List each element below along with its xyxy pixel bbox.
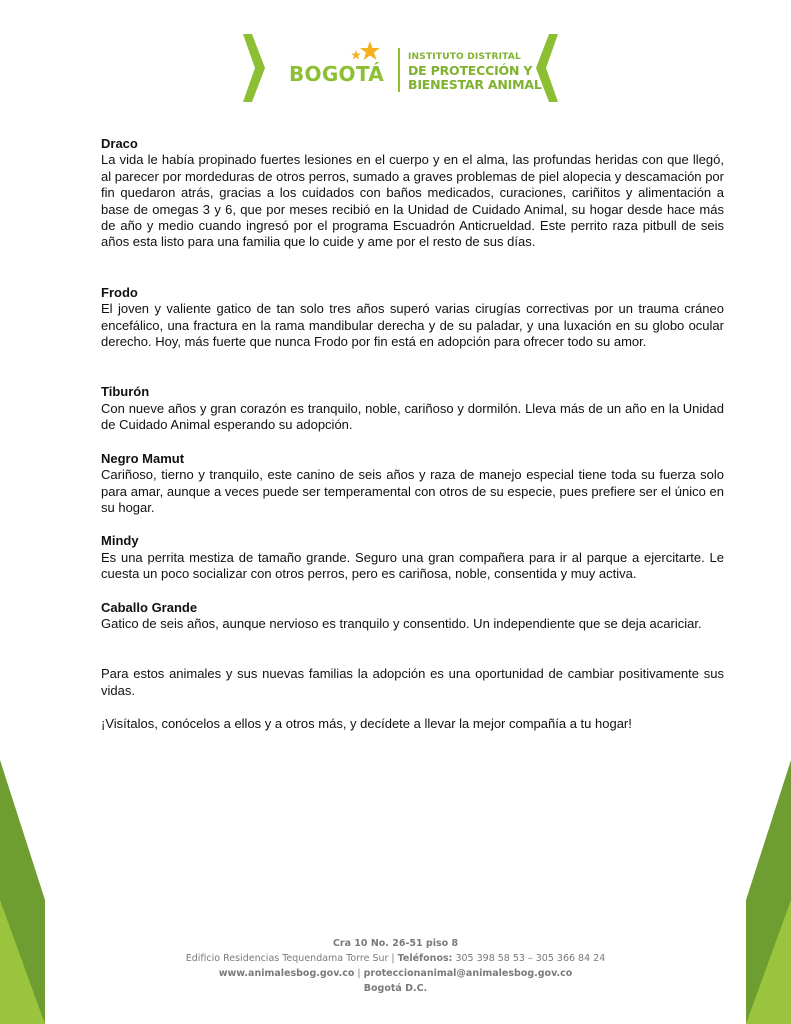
closing-paragraph: Para estos animales y sus nuevas familias la adopción es una oportunidad de cambiar positivamente sus vidas. — [101, 666, 724, 698]
section-title: Negro Mamut — [101, 450, 185, 466]
left-chevron-icon — [243, 34, 265, 102]
section-draco — [101, 136, 724, 251]
section-mindy — [101, 533, 724, 582]
footer-email-link[interactable]: proteccionanimal@animalesbog.gov.co — [363, 968, 573, 979]
section-tiburon — [101, 384, 724, 433]
section-title: Caballo Grande — [101, 599, 198, 615]
section-title: Mindy — [101, 533, 139, 549]
logo-divider — [398, 48, 400, 92]
footer-website-link[interactable]: www.animalesbog.gov.co — [218, 968, 355, 979]
section-negro-mamut — [101, 451, 724, 517]
section-text: La vida le había propinado fuertes lesiones en el cuerpo y en el alma, las profundas heridas con que llegó, al parecer por mordeduras de otros perros, sumado a graves problemas de piel alopecia y descamación por fin quedaron atrás, gracias a los cuidados con baños medicados, curaciones, cariñitos y alimentación a base de omegas 3 y 6, que por meses recibió en la Unidad de Cuidado Animal, su hogar desde hace más de año y medio cuando ingresó por el programa Escuadrón Anticrueldad. Este perrito raza pitbull de seis años esta listo para una familia que lo cuide y ame por el resto de sus días. — [101, 152, 724, 250]
document-body — [101, 136, 724, 733]
section-title: Frodo — [101, 284, 138, 300]
institute-name-line3: BIENESTAR ANIMAL — [408, 77, 542, 92]
page-header — [0, 0, 791, 110]
section-title: Draco — [101, 136, 138, 151]
institute-name-line1: INSTITUTO DISTRITAL — [408, 52, 521, 62]
footer-city: Bogotá D.C. — [363, 983, 428, 994]
right-chevron-icon — [536, 34, 558, 102]
footer-address: Cra 10 No. 26-51 piso 8 — [332, 938, 459, 949]
section-text: Es una perrita mestiza de tamaño grande. Seguro una gran compañera para ir al parque a ejercitarte. Le cuesta un poco socializar con otros perros, pero es cariñosa, noble, consentida y muy activa. — [101, 549, 724, 582]
section-text: Cariñoso, tierno y tranquilo, este canino de seis años y raza de manejo especial tiene toda su fuerza solo para amar, aunque a veces puede ser temperamental con otros de su especie, pues prefiere ser el único en su hogar. — [101, 467, 724, 515]
section-text: Con nueve años y gran corazón es tranquilo, noble, cariñoso y dormilón. Lleva más de un año en la Unidad de Cuidado Animal esperando su adopción. — [101, 400, 724, 433]
section-text: Gatico de seis años, aunque nervioso es tranquilo y consentido. Un independiente que se deja acariciar. — [101, 615, 702, 631]
section-text: El joven y valiente gatico de tan solo tres años superó varias cirugías correctivas por un trauma cráneo encefálico, una fractura en la rama mandibular derecha y de su paladar, y una luxación en su globo ocular derecho. Hoy, más fuerte que nunca Frodo por fin está en adopción para ofrecer todo su amor. — [101, 301, 724, 350]
footer-contact: www.animalesbog.gov.co | proteccionanimal@animalesbog.gov.co — [218, 968, 573, 979]
section-title: Tiburón — [101, 384, 150, 400]
section-frodo — [101, 285, 724, 351]
section-caballo-grande — [101, 600, 724, 633]
logo-stars-icon — [348, 40, 382, 66]
footer-building-phones: Edificio Residencias Tequendama Torre Sur | Teléfonos: 305 398 58 53 – 305 366 84 24 — [185, 953, 606, 964]
page-footer — [0, 936, 791, 996]
institute-name-line2: DE PROTECCIÓN Y — [408, 63, 533, 78]
closing-call-to-action: ¡Visítalos, conócelos a ellos y a otros más, y decídete a llevar la mejor compañía a tu hogar! — [101, 716, 632, 732]
bogota-logo-text: BOGOTÁ — [289, 62, 385, 86]
